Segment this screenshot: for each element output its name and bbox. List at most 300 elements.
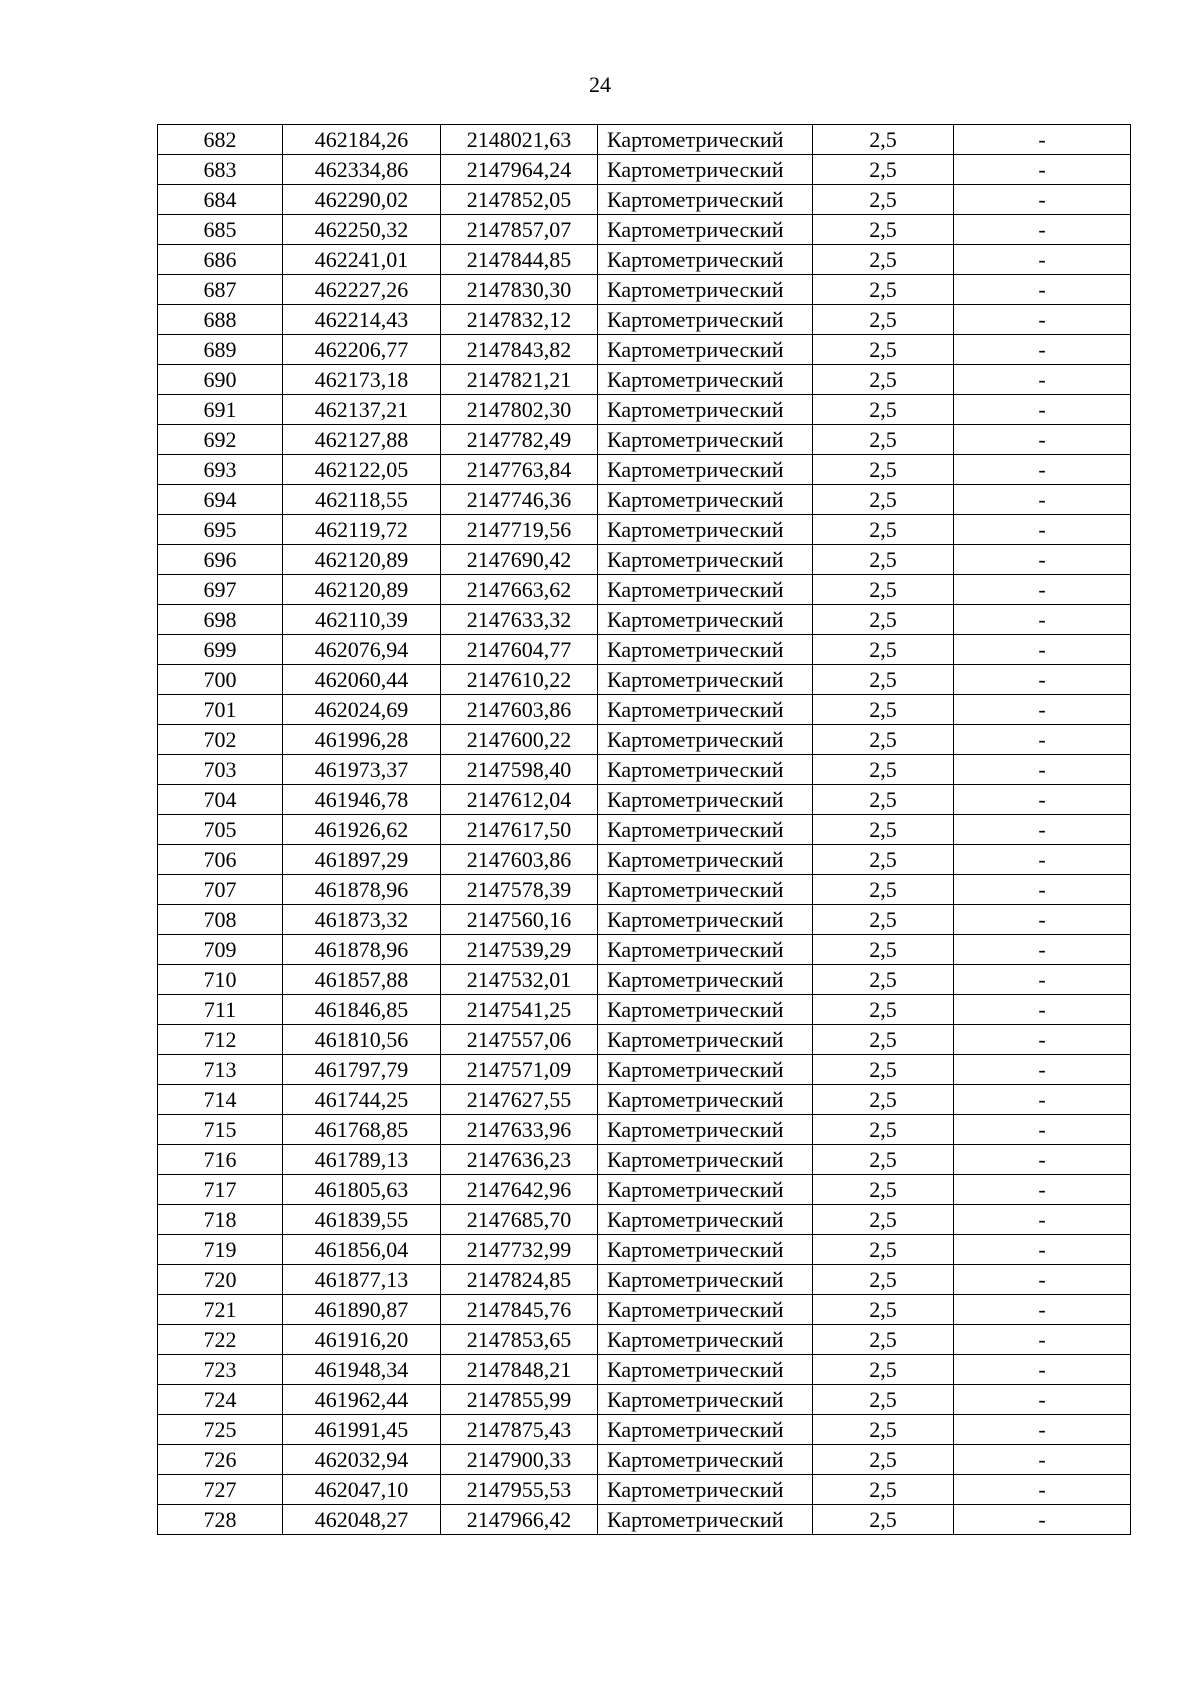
table-row <box>158 1025 1131 1055</box>
description-cell: - <box>954 215 1131 245</box>
description-cell: - <box>954 1445 1131 1475</box>
point-number-cell: 692 <box>158 425 283 455</box>
method-cell: Картометрический <box>598 1175 813 1205</box>
accuracy-cell: 2,5 <box>813 245 954 275</box>
accuracy-cell: 2,5 <box>813 455 954 485</box>
y-coordinate-cell: 2147719,56 <box>441 515 598 545</box>
accuracy-cell: 2,5 <box>813 1205 954 1235</box>
description-cell: - <box>954 305 1131 335</box>
method-cell: Картометрический <box>598 1205 813 1235</box>
y-coordinate-cell: 2147560,16 <box>441 905 598 935</box>
y-coordinate-cell: 2147782,49 <box>441 425 598 455</box>
x-coordinate-cell: 461996,28 <box>283 725 441 755</box>
x-coordinate-cell: 461797,79 <box>283 1055 441 1085</box>
x-coordinate-cell: 461890,87 <box>283 1295 441 1325</box>
accuracy-cell: 2,5 <box>813 185 954 215</box>
description-cell: - <box>954 875 1131 905</box>
method-cell: Картометрический <box>598 215 813 245</box>
accuracy-cell: 2,5 <box>813 335 954 365</box>
table-row <box>158 425 1131 455</box>
y-coordinate-cell: 2147610,22 <box>441 665 598 695</box>
y-coordinate-cell: 2147612,04 <box>441 785 598 815</box>
x-coordinate-cell: 461962,44 <box>283 1385 441 1415</box>
description-cell: - <box>954 785 1131 815</box>
accuracy-cell: 2,5 <box>813 275 954 305</box>
method-cell: Картометрический <box>598 725 813 755</box>
y-coordinate-cell: 2147598,40 <box>441 755 598 785</box>
table-row <box>158 605 1131 635</box>
table-row <box>158 665 1131 695</box>
table-row <box>158 935 1131 965</box>
table-row <box>158 395 1131 425</box>
y-coordinate-cell: 2147845,76 <box>441 1295 598 1325</box>
accuracy-cell: 2,5 <box>813 1025 954 1055</box>
x-coordinate-cell: 461846,85 <box>283 995 441 1025</box>
table-row <box>158 1385 1131 1415</box>
method-cell: Картометрический <box>598 335 813 365</box>
description-cell: - <box>954 395 1131 425</box>
point-number-cell: 700 <box>158 665 283 695</box>
accuracy-cell: 2,5 <box>813 1295 954 1325</box>
table-row <box>158 1175 1131 1205</box>
description-cell: - <box>954 695 1131 725</box>
description-cell: - <box>954 1115 1131 1145</box>
x-coordinate-cell: 462024,69 <box>283 695 441 725</box>
description-cell: - <box>954 1295 1131 1325</box>
method-cell: Картометрический <box>598 1265 813 1295</box>
method-cell: Картометрический <box>598 1475 813 1505</box>
table-row <box>158 635 1131 665</box>
y-coordinate-cell: 2147642,96 <box>441 1175 598 1205</box>
description-cell: - <box>954 755 1131 785</box>
method-cell: Картометрический <box>598 935 813 965</box>
y-coordinate-cell: 2147604,77 <box>441 635 598 665</box>
method-cell: Картометрический <box>598 575 813 605</box>
x-coordinate-cell: 462184,26 <box>283 125 441 155</box>
accuracy-cell: 2,5 <box>813 905 954 935</box>
x-coordinate-cell: 462173,18 <box>283 365 441 395</box>
description-cell: - <box>954 335 1131 365</box>
point-number-cell: 716 <box>158 1145 283 1175</box>
table-row <box>158 1415 1131 1445</box>
point-number-cell: 684 <box>158 185 283 215</box>
description-cell: - <box>954 1235 1131 1265</box>
point-number-cell: 708 <box>158 905 283 935</box>
description-cell: - <box>954 1385 1131 1415</box>
description-cell: - <box>954 485 1131 515</box>
method-cell: Картометрический <box>598 605 813 635</box>
x-coordinate-cell: 462076,94 <box>283 635 441 665</box>
y-coordinate-cell: 2147852,05 <box>441 185 598 215</box>
method-cell: Картометрический <box>598 1145 813 1175</box>
accuracy-cell: 2,5 <box>813 1055 954 1085</box>
y-coordinate-cell: 2147578,39 <box>441 875 598 905</box>
point-number-cell: 696 <box>158 545 283 575</box>
accuracy-cell: 2,5 <box>813 1445 954 1475</box>
accuracy-cell: 2,5 <box>813 395 954 425</box>
description-cell: - <box>954 1085 1131 1115</box>
method-cell: Картометрический <box>598 245 813 275</box>
y-coordinate-cell: 2147848,21 <box>441 1355 598 1385</box>
point-number-cell: 705 <box>158 815 283 845</box>
table-row <box>158 575 1131 605</box>
method-cell: Картометрический <box>598 1505 813 1535</box>
table-row <box>158 755 1131 785</box>
description-cell: - <box>954 995 1131 1025</box>
description-cell: - <box>954 575 1131 605</box>
y-coordinate-cell: 2147636,23 <box>441 1145 598 1175</box>
x-coordinate-cell: 462206,77 <box>283 335 441 365</box>
point-number-cell: 728 <box>158 1505 283 1535</box>
method-cell: Картометрический <box>598 365 813 395</box>
accuracy-cell: 2,5 <box>813 1325 954 1355</box>
description-cell: - <box>954 1205 1131 1235</box>
description-cell: - <box>954 1025 1131 1055</box>
accuracy-cell: 2,5 <box>813 1235 954 1265</box>
y-coordinate-cell: 2147955,53 <box>441 1475 598 1505</box>
point-number-cell: 722 <box>158 1325 283 1355</box>
method-cell: Картометрический <box>598 305 813 335</box>
accuracy-cell: 2,5 <box>813 305 954 335</box>
y-coordinate-cell: 2147763,84 <box>441 455 598 485</box>
x-coordinate-cell: 461948,34 <box>283 1355 441 1385</box>
y-coordinate-cell: 2147539,29 <box>441 935 598 965</box>
point-number-cell: 726 <box>158 1445 283 1475</box>
method-cell: Картометрический <box>598 485 813 515</box>
accuracy-cell: 2,5 <box>813 1115 954 1145</box>
point-number-cell: 712 <box>158 1025 283 1055</box>
point-number-cell: 690 <box>158 365 283 395</box>
method-cell: Картометрический <box>598 425 813 455</box>
point-number-cell: 694 <box>158 485 283 515</box>
method-cell: Картометрический <box>598 395 813 425</box>
y-coordinate-cell: 2147832,12 <box>441 305 598 335</box>
y-coordinate-cell: 2147824,85 <box>441 1265 598 1295</box>
description-cell: - <box>954 665 1131 695</box>
accuracy-cell: 2,5 <box>813 1475 954 1505</box>
point-number-cell: 713 <box>158 1055 283 1085</box>
point-number-cell: 683 <box>158 155 283 185</box>
table-row <box>158 1355 1131 1385</box>
point-number-cell: 702 <box>158 725 283 755</box>
method-cell: Картометрический <box>598 1445 813 1475</box>
x-coordinate-cell: 462227,26 <box>283 275 441 305</box>
accuracy-cell: 2,5 <box>813 1265 954 1295</box>
description-cell: - <box>954 425 1131 455</box>
method-cell: Картометрический <box>598 875 813 905</box>
x-coordinate-cell: 461916,20 <box>283 1325 441 1355</box>
accuracy-cell: 2,5 <box>813 1385 954 1415</box>
table-row <box>158 485 1131 515</box>
description-cell: - <box>954 125 1131 155</box>
y-coordinate-cell: 2147875,43 <box>441 1415 598 1445</box>
point-number-cell: 723 <box>158 1355 283 1385</box>
method-cell: Картометрический <box>598 845 813 875</box>
x-coordinate-cell: 462060,44 <box>283 665 441 695</box>
table-row <box>158 965 1131 995</box>
accuracy-cell: 2,5 <box>813 1415 954 1445</box>
method-cell: Картометрический <box>598 1025 813 1055</box>
point-number-cell: 720 <box>158 1265 283 1295</box>
table-row <box>158 1205 1131 1235</box>
x-coordinate-cell: 462119,72 <box>283 515 441 545</box>
table-row <box>158 155 1131 185</box>
method-cell: Картометрический <box>598 1415 813 1445</box>
table-row <box>158 995 1131 1025</box>
point-number-cell: 691 <box>158 395 283 425</box>
y-coordinate-cell: 2147532,01 <box>441 965 598 995</box>
point-number-cell: 715 <box>158 1115 283 1145</box>
y-coordinate-cell: 2148021,63 <box>441 125 598 155</box>
point-number-cell: 714 <box>158 1085 283 1115</box>
x-coordinate-cell: 462032,94 <box>283 1445 441 1475</box>
x-coordinate-cell: 461768,85 <box>283 1115 441 1145</box>
point-number-cell: 698 <box>158 605 283 635</box>
point-number-cell: 693 <box>158 455 283 485</box>
accuracy-cell: 2,5 <box>813 365 954 395</box>
point-number-cell: 707 <box>158 875 283 905</box>
description-cell: - <box>954 1475 1131 1505</box>
accuracy-cell: 2,5 <box>813 605 954 635</box>
point-number-cell: 686 <box>158 245 283 275</box>
table-row <box>158 815 1131 845</box>
x-coordinate-cell: 462137,21 <box>283 395 441 425</box>
table-row <box>158 1505 1131 1535</box>
point-number-cell: 706 <box>158 845 283 875</box>
x-coordinate-cell: 462334,86 <box>283 155 441 185</box>
accuracy-cell: 2,5 <box>813 845 954 875</box>
description-cell: - <box>954 605 1131 635</box>
x-coordinate-cell: 461877,13 <box>283 1265 441 1295</box>
accuracy-cell: 2,5 <box>813 485 954 515</box>
point-number-cell: 697 <box>158 575 283 605</box>
point-number-cell: 685 <box>158 215 283 245</box>
accuracy-cell: 2,5 <box>813 995 954 1025</box>
table-row <box>158 1325 1131 1355</box>
method-cell: Картометрический <box>598 1235 813 1265</box>
point-number-cell: 688 <box>158 305 283 335</box>
method-cell: Картометрический <box>598 1325 813 1355</box>
accuracy-cell: 2,5 <box>813 815 954 845</box>
description-cell: - <box>954 185 1131 215</box>
method-cell: Картометрический <box>598 155 813 185</box>
x-coordinate-cell: 461946,78 <box>283 785 441 815</box>
table-row <box>158 335 1131 365</box>
method-cell: Картометрический <box>598 455 813 485</box>
method-cell: Картометрический <box>598 1355 813 1385</box>
x-coordinate-cell: 461805,63 <box>283 1175 441 1205</box>
accuracy-cell: 2,5 <box>813 215 954 245</box>
y-coordinate-cell: 2147663,62 <box>441 575 598 605</box>
description-cell: - <box>954 1505 1131 1535</box>
description-cell: - <box>954 1145 1131 1175</box>
x-coordinate-cell: 462120,89 <box>283 545 441 575</box>
table-row <box>158 1265 1131 1295</box>
x-coordinate-cell: 461857,88 <box>283 965 441 995</box>
table-row <box>158 905 1131 935</box>
table-row <box>158 1145 1131 1175</box>
accuracy-cell: 2,5 <box>813 755 954 785</box>
description-cell: - <box>954 725 1131 755</box>
table-row <box>158 1115 1131 1145</box>
point-number-cell: 719 <box>158 1235 283 1265</box>
accuracy-cell: 2,5 <box>813 515 954 545</box>
x-coordinate-cell: 462290,02 <box>283 185 441 215</box>
y-coordinate-cell: 2147821,21 <box>441 365 598 395</box>
method-cell: Картометрический <box>598 965 813 995</box>
method-cell: Картометрический <box>598 755 813 785</box>
accuracy-cell: 2,5 <box>813 425 954 455</box>
point-number-cell: 682 <box>158 125 283 155</box>
description-cell: - <box>954 155 1131 185</box>
description-cell: - <box>954 635 1131 665</box>
method-cell: Картометрический <box>598 545 813 575</box>
method-cell: Картометрический <box>598 125 813 155</box>
method-cell: Картометрический <box>598 1295 813 1325</box>
y-coordinate-cell: 2147603,86 <box>441 695 598 725</box>
method-cell: Картометрический <box>598 275 813 305</box>
point-number-cell: 718 <box>158 1205 283 1235</box>
y-coordinate-cell: 2147690,42 <box>441 545 598 575</box>
x-coordinate-cell: 462120,89 <box>283 575 441 605</box>
y-coordinate-cell: 2147900,33 <box>441 1445 598 1475</box>
accuracy-cell: 2,5 <box>813 1145 954 1175</box>
point-number-cell: 710 <box>158 965 283 995</box>
description-cell: - <box>954 545 1131 575</box>
y-coordinate-cell: 2147966,42 <box>441 1505 598 1535</box>
table-row <box>158 725 1131 755</box>
y-coordinate-cell: 2147802,30 <box>441 395 598 425</box>
description-cell: - <box>954 515 1131 545</box>
method-cell: Картометрический <box>598 1115 813 1145</box>
x-coordinate-cell: 461897,29 <box>283 845 441 875</box>
table-row <box>158 1055 1131 1085</box>
y-coordinate-cell: 2147557,06 <box>441 1025 598 1055</box>
method-cell: Картометрический <box>598 665 813 695</box>
table-row <box>158 125 1131 155</box>
accuracy-cell: 2,5 <box>813 1085 954 1115</box>
point-number-cell: 721 <box>158 1295 283 1325</box>
point-number-cell: 725 <box>158 1415 283 1445</box>
x-coordinate-cell: 461839,55 <box>283 1205 441 1235</box>
description-cell: - <box>954 245 1131 275</box>
y-coordinate-cell: 2147633,32 <box>441 605 598 635</box>
y-coordinate-cell: 2147844,85 <box>441 245 598 275</box>
point-number-cell: 709 <box>158 935 283 965</box>
point-number-cell: 689 <box>158 335 283 365</box>
method-cell: Картометрический <box>598 785 813 815</box>
point-number-cell: 699 <box>158 635 283 665</box>
x-coordinate-cell: 462214,43 <box>283 305 441 335</box>
accuracy-cell: 2,5 <box>813 875 954 905</box>
description-cell: - <box>954 1355 1131 1385</box>
y-coordinate-cell: 2147617,50 <box>441 815 598 845</box>
method-cell: Картометрический <box>598 815 813 845</box>
method-cell: Картометрический <box>598 995 813 1025</box>
description-cell: - <box>954 1265 1131 1295</box>
point-number-cell: 717 <box>158 1175 283 1205</box>
description-cell: - <box>954 935 1131 965</box>
point-number-cell: 703 <box>158 755 283 785</box>
y-coordinate-cell: 2147571,09 <box>441 1055 598 1085</box>
accuracy-cell: 2,5 <box>813 1505 954 1535</box>
y-coordinate-cell: 2147830,30 <box>441 275 598 305</box>
method-cell: Картометрический <box>598 185 813 215</box>
x-coordinate-cell: 461810,56 <box>283 1025 441 1055</box>
accuracy-cell: 2,5 <box>813 785 954 815</box>
table-row <box>158 1475 1131 1505</box>
point-number-cell: 695 <box>158 515 283 545</box>
description-cell: - <box>954 455 1131 485</box>
method-cell: Картометрический <box>598 515 813 545</box>
table-row <box>158 1085 1131 1115</box>
table-row <box>158 305 1131 335</box>
point-number-cell: 724 <box>158 1385 283 1415</box>
y-coordinate-cell: 2147633,96 <box>441 1115 598 1145</box>
table-row <box>158 365 1131 395</box>
x-coordinate-cell: 462047,10 <box>283 1475 441 1505</box>
method-cell: Картометрический <box>598 905 813 935</box>
method-cell: Картометрический <box>598 1055 813 1085</box>
table-row <box>158 185 1131 215</box>
coordinates-table <box>157 124 1131 1535</box>
x-coordinate-cell: 461991,45 <box>283 1415 441 1445</box>
method-cell: Картометрический <box>598 1385 813 1415</box>
table-row <box>158 1445 1131 1475</box>
method-cell: Картометрический <box>598 695 813 725</box>
y-coordinate-cell: 2147685,70 <box>441 1205 598 1235</box>
x-coordinate-cell: 461926,62 <box>283 815 441 845</box>
table-row <box>158 845 1131 875</box>
page-number: 24 <box>589 72 611 97</box>
point-number-cell: 727 <box>158 1475 283 1505</box>
x-coordinate-cell: 461856,04 <box>283 1235 441 1265</box>
x-coordinate-cell: 461789,13 <box>283 1145 441 1175</box>
x-coordinate-cell: 462127,88 <box>283 425 441 455</box>
table-row <box>158 455 1131 485</box>
description-cell: - <box>954 1175 1131 1205</box>
y-coordinate-cell: 2147964,24 <box>441 155 598 185</box>
description-cell: - <box>954 365 1131 395</box>
x-coordinate-cell: 461744,25 <box>283 1085 441 1115</box>
y-coordinate-cell: 2147746,36 <box>441 485 598 515</box>
description-cell: - <box>954 965 1131 995</box>
description-cell: - <box>954 1415 1131 1445</box>
y-coordinate-cell: 2147843,82 <box>441 335 598 365</box>
accuracy-cell: 2,5 <box>813 965 954 995</box>
description-cell: - <box>954 275 1131 305</box>
table-row <box>158 785 1131 815</box>
table-row <box>158 695 1131 725</box>
x-coordinate-cell: 462250,32 <box>283 215 441 245</box>
y-coordinate-cell: 2147855,99 <box>441 1385 598 1415</box>
point-number-cell: 704 <box>158 785 283 815</box>
table-row <box>158 1235 1131 1265</box>
x-coordinate-cell: 462048,27 <box>283 1505 441 1535</box>
x-coordinate-cell: 461878,96 <box>283 875 441 905</box>
table-row <box>158 545 1131 575</box>
description-cell: - <box>954 845 1131 875</box>
point-number-cell: 687 <box>158 275 283 305</box>
description-cell: - <box>954 905 1131 935</box>
table-row <box>158 245 1131 275</box>
coordinates-table-body <box>158 125 1131 1535</box>
accuracy-cell: 2,5 <box>813 635 954 665</box>
x-coordinate-cell: 462110,39 <box>283 605 441 635</box>
y-coordinate-cell: 2147732,99 <box>441 1235 598 1265</box>
y-coordinate-cell: 2147600,22 <box>441 725 598 755</box>
accuracy-cell: 2,5 <box>813 935 954 965</box>
